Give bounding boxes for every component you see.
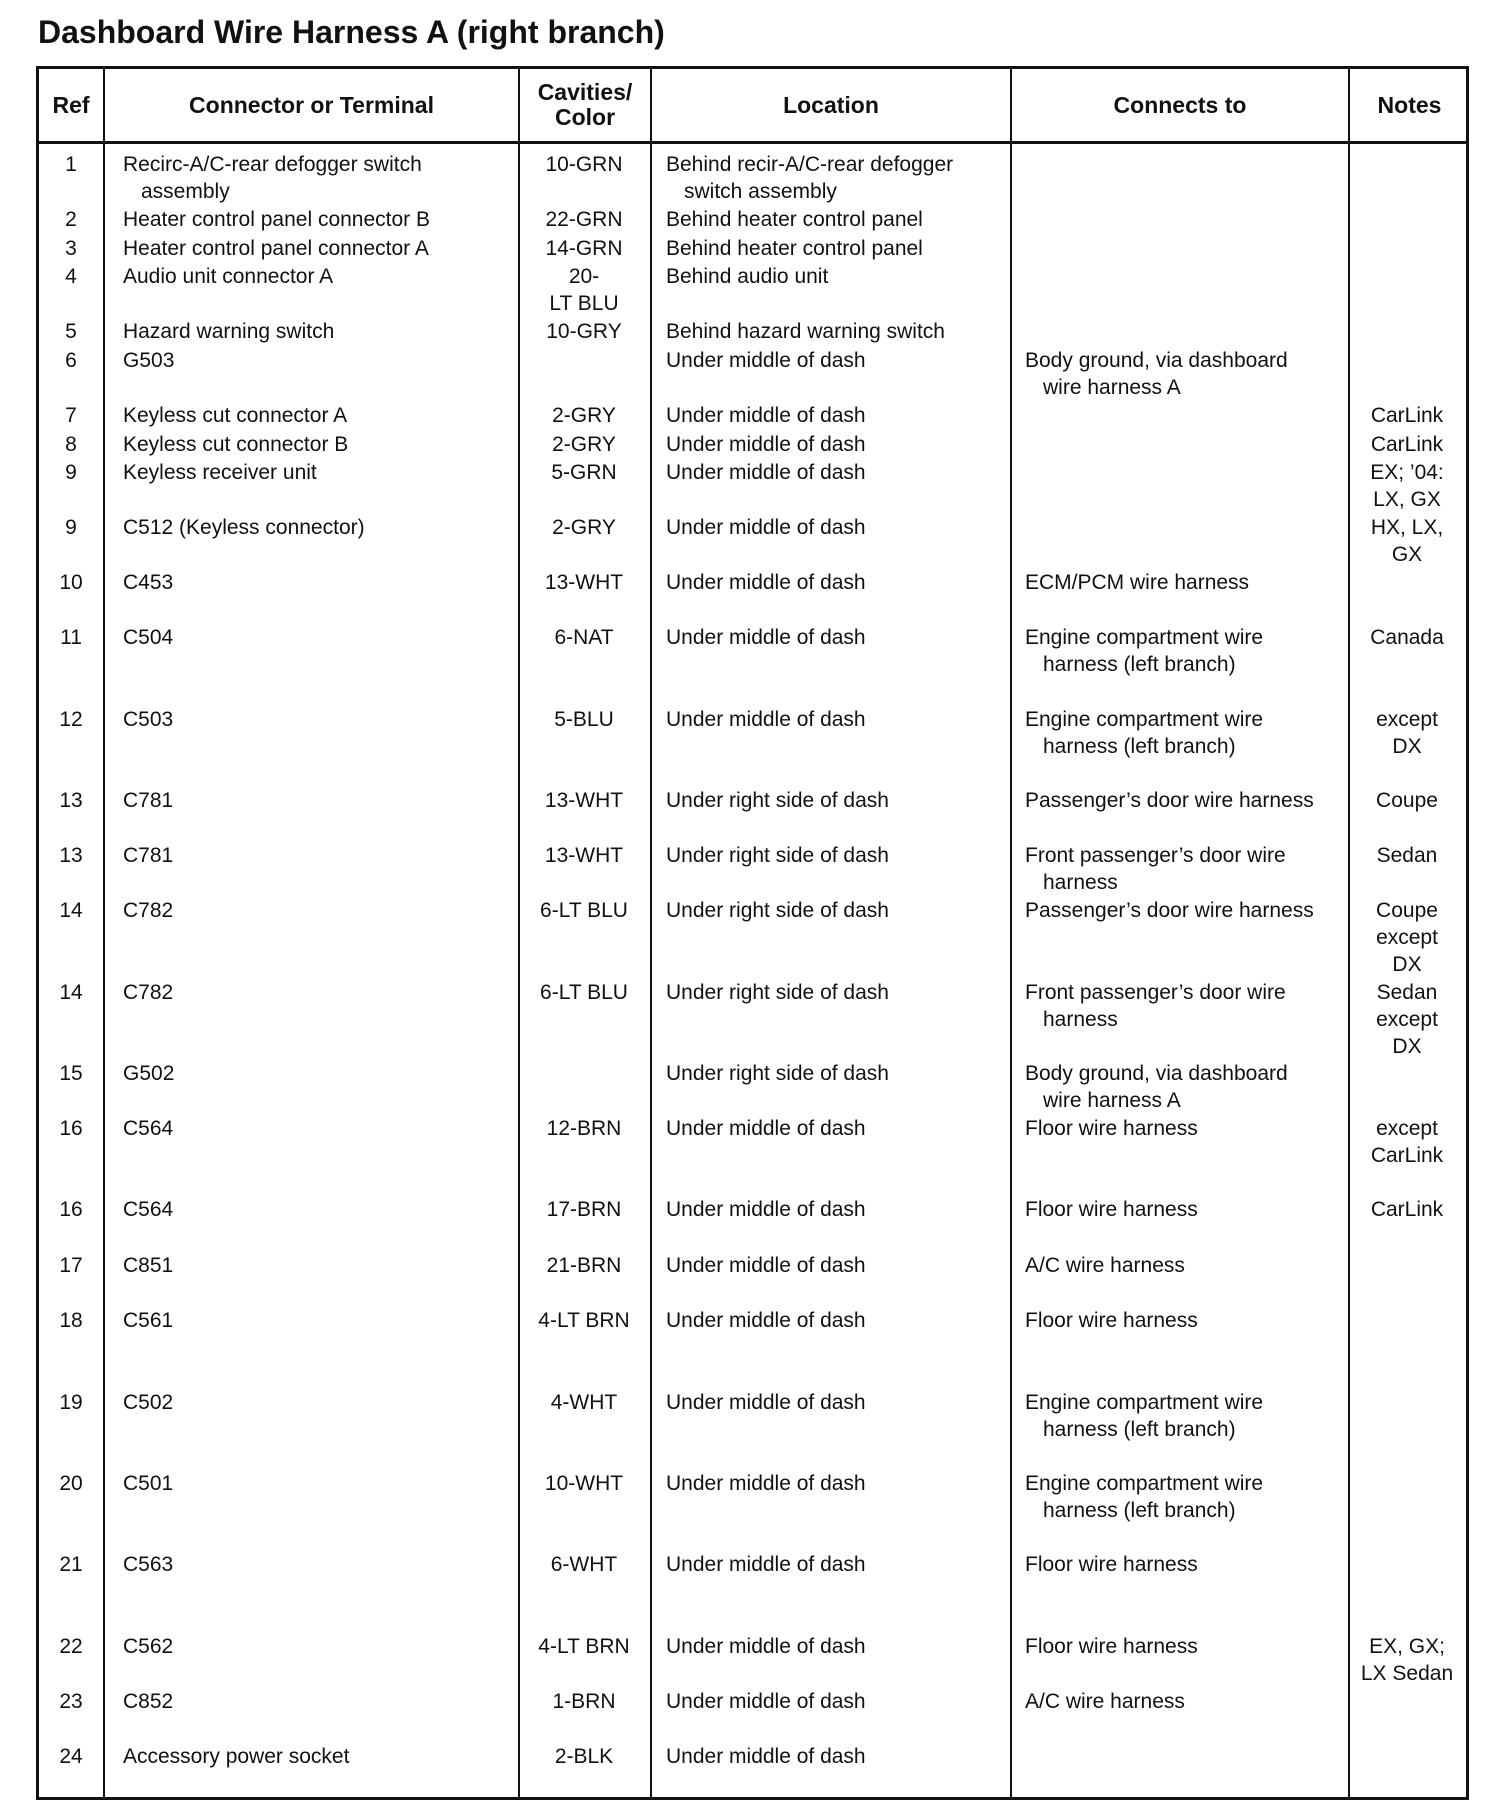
cavities-cell-line: 5-BLU	[554, 708, 614, 731]
ref-cell: 1	[65, 153, 77, 176]
location-cell-line: Behind hazard warning switch	[666, 320, 945, 343]
cavities-cell	[521, 459, 647, 486]
location-cell-line: Under middle of dash	[666, 404, 866, 427]
connector-cell-line: G503	[123, 349, 175, 372]
connector-cell	[123, 979, 518, 1006]
connector-cell	[123, 787, 518, 814]
connector-cell	[123, 842, 518, 869]
notes-cell-line: except	[1376, 1008, 1438, 1031]
ref-cell: 7	[65, 404, 77, 427]
location-cell	[666, 1252, 1016, 1279]
ref-cell: 4	[65, 265, 77, 288]
connects-to-cell	[1025, 1688, 1360, 1715]
connector-cell-line: C781	[123, 789, 174, 812]
cavities-cell	[521, 402, 647, 429]
notes-cell-line: DX	[1392, 735, 1422, 758]
location-cell-line: Under right side of dash	[666, 789, 889, 812]
connector-cell	[123, 1389, 518, 1416]
connector-cell-line: C782	[123, 981, 174, 1004]
ref-cell: 18	[59, 1309, 83, 1332]
connects-to-cell	[1025, 1115, 1360, 1142]
connector-cell	[123, 1115, 518, 1142]
notes-cell-line: GX	[1391, 543, 1423, 566]
cavities-cell	[521, 569, 647, 596]
ref-cell: 9	[65, 461, 77, 484]
location-cell	[666, 431, 1016, 458]
location-cell-line: Under middle of dash	[666, 1254, 866, 1277]
cavities-cell	[521, 151, 647, 178]
connects-to-cell-line: harness (left branch)	[1043, 1418, 1236, 1441]
connects-to-cell-line: Floor wire harness	[1025, 1309, 1198, 1332]
connector-cell-line: Heater control panel connector A	[123, 237, 429, 260]
connects-to-cell-line: Engine compartment wire	[1025, 626, 1264, 649]
connects-to-cell	[1025, 1196, 1360, 1223]
connector-cell	[123, 206, 518, 233]
connector-cell	[123, 569, 518, 596]
connector-cell-line: C782	[123, 899, 174, 922]
connects-to-cell-line: Passenger’s door wire harness	[1025, 899, 1314, 922]
location-cell-line: Behind audio unit	[666, 265, 829, 288]
location-cell	[666, 1115, 1016, 1142]
connects-to-cell-line: Floor wire harness	[1025, 1635, 1198, 1658]
connector-cell	[123, 514, 518, 541]
header-cavities-line1: Cavities/	[537, 79, 633, 105]
location-cell-line: Under middle of dash	[666, 1391, 866, 1414]
location-cell-line: Under middle of dash	[666, 708, 866, 731]
notes-cell	[1345, 1196, 1469, 1223]
notes-cell	[1345, 624, 1469, 651]
connector-cell-line: C562	[123, 1635, 174, 1658]
cavities-cell-line: 17-BRN	[546, 1198, 622, 1221]
notes-cell-line: DX	[1392, 953, 1422, 976]
connector-cell-line: C501	[123, 1472, 174, 1495]
ref-cell: 13	[59, 844, 83, 867]
cavities-cell-line: 12-BRN	[546, 1117, 622, 1140]
cavities-cell-line: 4-LT BRN	[538, 1309, 630, 1332]
location-cell	[666, 1551, 1016, 1578]
connector-cell-line: C561	[123, 1309, 174, 1332]
notes-cell-line: Coupe	[1376, 789, 1438, 812]
cavities-cell	[521, 1252, 647, 1279]
connector-cell-line: Audio unit connector A	[123, 265, 334, 288]
connector-cell	[123, 706, 518, 733]
connector-cell-line: C564	[123, 1117, 174, 1140]
column-divider	[650, 69, 652, 1797]
location-cell-line: Under right side of dash	[666, 981, 889, 1004]
connector-cell	[123, 1633, 518, 1660]
cavities-cell	[521, 1115, 647, 1142]
notes-cell-line: CarLink	[1370, 404, 1444, 427]
location-cell-line: Under middle of dash	[666, 571, 866, 594]
header-cavities	[520, 69, 650, 141]
connector-cell-line: G502	[123, 1062, 175, 1085]
location-cell-line: Under middle of dash	[666, 1472, 866, 1495]
notes-cell-line: CarLink	[1370, 1144, 1444, 1167]
location-cell	[666, 318, 1016, 345]
connector-cell-line: C504	[123, 626, 174, 649]
cavities-cell	[521, 624, 647, 651]
connector-cell-line: C781	[123, 844, 174, 867]
notes-cell	[1345, 787, 1469, 814]
connects-to-cell	[1025, 787, 1360, 814]
connector-cell	[123, 1307, 518, 1334]
ref-cell: 2	[65, 208, 77, 231]
connects-to-cell-line: Passenger’s door wire harness	[1025, 789, 1314, 812]
location-cell-line: Under middle of dash	[666, 1117, 866, 1140]
location-cell	[666, 1389, 1016, 1416]
connector-cell-line: C512 (Keyless connector)	[123, 516, 365, 539]
connector-cell-line: assembly	[141, 180, 230, 203]
location-cell-line: Under middle of dash	[666, 461, 866, 484]
location-cell	[666, 569, 1016, 596]
location-cell	[666, 235, 1016, 262]
cavities-cell-line: 13-WHT	[544, 844, 624, 867]
location-cell-line: Behind heater control panel	[666, 208, 923, 231]
location-cell-line: Under middle of dash	[666, 1309, 866, 1332]
connects-to-cell-line: Floor wire harness	[1025, 1553, 1198, 1576]
location-cell-line: Under right side of dash	[666, 1062, 889, 1085]
ref-cell: 15	[59, 1062, 83, 1085]
notes-cell-line: CarLink	[1370, 433, 1444, 456]
cavities-cell	[521, 235, 647, 262]
ref-cell: 21	[59, 1553, 83, 1576]
cavities-cell-line: 5-GRN	[551, 461, 617, 484]
ref-cell: 3	[65, 237, 77, 260]
cavities-cell	[521, 1551, 647, 1578]
notes-cell-line: except	[1376, 1117, 1438, 1140]
location-cell	[666, 514, 1016, 541]
ref-cell: 16	[59, 1117, 83, 1140]
ref-cell: 12	[59, 708, 83, 731]
column-divider	[518, 69, 520, 1797]
cavities-cell	[521, 706, 647, 733]
connects-to-cell-line: Floor wire harness	[1025, 1117, 1198, 1140]
connector-cell	[123, 347, 518, 374]
column-divider	[103, 69, 105, 1797]
cavities-cell	[521, 1307, 647, 1334]
ref-cell: 22	[59, 1635, 83, 1658]
connects-to-cell-line: harness	[1043, 1008, 1118, 1031]
connects-to-cell	[1025, 1307, 1360, 1334]
cavities-cell-line: 21-BRN	[546, 1254, 622, 1277]
header-connects-to: Connects to	[1113, 91, 1247, 118]
cavities-cell	[521, 318, 647, 345]
location-cell	[666, 1743, 1016, 1770]
connector-cell	[123, 624, 518, 651]
location-cell-line: switch assembly	[684, 180, 837, 203]
connector-cell	[123, 1743, 518, 1770]
location-cell-line: Under middle of dash	[666, 516, 866, 539]
connector-cell	[123, 151, 518, 205]
cavities-cell-line: 6-WHT	[550, 1553, 618, 1576]
connects-to-cell-line: A/C wire harness	[1025, 1690, 1185, 1713]
connects-to-cell	[1025, 1633, 1360, 1660]
location-cell-line: Under middle of dash	[666, 433, 866, 456]
notes-cell	[1345, 897, 1469, 978]
cavities-cell-line: 2-GRY	[552, 404, 616, 427]
connector-cell	[123, 402, 518, 429]
location-cell	[666, 1060, 1016, 1087]
location-cell	[666, 842, 1016, 869]
cavities-cell-line: 13-WHT	[544, 571, 624, 594]
connects-to-cell	[1025, 979, 1360, 1033]
connects-to-cell-line: harness (left branch)	[1043, 653, 1236, 676]
notes-cell	[1345, 842, 1469, 869]
cavities-cell-line: 10-WHT	[544, 1472, 624, 1495]
ref-cell: 24	[59, 1745, 83, 1768]
cavities-cell	[521, 842, 647, 869]
location-cell-line: Under middle of dash	[666, 1690, 866, 1713]
connector-cell	[123, 1551, 518, 1578]
location-cell	[666, 787, 1016, 814]
location-cell	[666, 347, 1016, 374]
connects-to-cell	[1025, 569, 1360, 596]
connects-to-cell-line: harness (left branch)	[1043, 1499, 1236, 1522]
location-cell	[666, 1307, 1016, 1334]
connects-to-cell	[1025, 1470, 1360, 1524]
notes-cell-line: Coupe	[1376, 899, 1438, 922]
notes-cell-line: except	[1376, 926, 1438, 949]
notes-cell	[1345, 402, 1469, 429]
connects-to-cell-line: Engine compartment wire	[1025, 1391, 1264, 1414]
connects-to-cell	[1025, 347, 1360, 401]
connector-cell	[123, 1252, 518, 1279]
connects-to-cell-line: Floor wire harness	[1025, 1198, 1198, 1221]
connector-cell-line: Keyless receiver unit	[123, 461, 317, 484]
notes-cell	[1345, 459, 1469, 513]
ref-cell: 5	[65, 320, 77, 343]
notes-cell-line: Sedan	[1376, 981, 1438, 1004]
ref-cell: 11	[60, 626, 82, 649]
cavities-cell-line: 6-LT BLU	[540, 981, 628, 1004]
cavities-cell-line: 1-BRN	[552, 1690, 616, 1713]
connects-to-cell	[1025, 706, 1360, 760]
cavities-cell	[521, 979, 647, 1006]
harness-table	[36, 66, 1469, 1800]
connector-cell-line: C453	[123, 571, 174, 594]
cavities-cell	[521, 897, 647, 924]
connects-to-cell-line: wire harness A	[1043, 1089, 1181, 1112]
location-cell-line: Behind recir-A/C-rear defogger	[666, 153, 954, 176]
connector-cell	[123, 263, 518, 290]
notes-cell-line: EX; ’04:	[1370, 461, 1444, 484]
notes-cell-line: EX, GX;	[1369, 1635, 1445, 1658]
notes-cell	[1345, 431, 1469, 458]
location-cell	[666, 402, 1016, 429]
connector-cell	[123, 897, 518, 924]
cavities-cell	[521, 1470, 647, 1497]
connects-to-cell	[1025, 1060, 1360, 1114]
notes-cell-line: DX	[1392, 1035, 1422, 1058]
location-cell-line: Under middle of dash	[666, 626, 866, 649]
connects-to-cell-line: Engine compartment wire	[1025, 1472, 1264, 1495]
location-cell	[666, 979, 1016, 1006]
connector-cell-line: Keyless cut connector B	[123, 433, 349, 456]
location-cell	[666, 1688, 1016, 1715]
ref-cell: 16	[59, 1198, 83, 1221]
connector-cell	[123, 459, 518, 486]
connector-cell-line: C851	[123, 1254, 174, 1277]
ref-cell: 13	[59, 789, 83, 812]
cavities-cell-line: 10-GRY	[546, 320, 622, 343]
connector-cell	[123, 1060, 518, 1087]
header-ref: Ref	[52, 91, 90, 118]
connects-to-cell-line: A/C wire harness	[1025, 1254, 1185, 1277]
connector-cell	[123, 235, 518, 262]
connector-cell-line: C852	[123, 1690, 174, 1713]
location-cell-line: Behind heater control panel	[666, 237, 923, 260]
header-location: Location	[783, 91, 879, 118]
ref-cell: 23	[59, 1690, 83, 1713]
ref-cell: 19	[59, 1391, 83, 1414]
cavities-cell-line: 6-LT BLU	[540, 899, 628, 922]
cavities-cell-line: 13-WHT	[544, 789, 624, 812]
location-cell	[666, 151, 1016, 205]
location-cell	[666, 897, 1016, 924]
connects-to-cell	[1025, 1551, 1360, 1578]
header-connector: Connector or Terminal	[189, 91, 434, 118]
connector-cell	[123, 431, 518, 458]
connects-to-cell	[1025, 842, 1360, 896]
connects-to-cell-line: Front passenger’s door wire	[1025, 844, 1286, 867]
cavities-cell	[521, 1633, 647, 1660]
location-cell-line: Under right side of dash	[666, 844, 889, 867]
cavities-cell-line: 22-GRN	[545, 208, 623, 231]
location-cell-line: Under middle of dash	[666, 349, 866, 372]
cavities-cell	[521, 431, 647, 458]
location-cell	[666, 206, 1016, 233]
location-cell	[666, 1470, 1016, 1497]
connects-to-cell-line: ECM/PCM wire harness	[1025, 571, 1250, 594]
location-cell	[666, 1196, 1016, 1223]
connector-cell-line: C503	[123, 708, 174, 731]
location-cell-line: Under middle of dash	[666, 1635, 866, 1658]
notes-cell-line: CarLink	[1370, 1198, 1444, 1221]
ref-cell: 6	[65, 349, 77, 372]
notes-cell	[1345, 706, 1469, 760]
connector-cell-line: Accessory power socket	[123, 1745, 350, 1768]
ref-cell: 14	[59, 981, 83, 1004]
connects-to-cell-line: Body ground, via dashboard	[1025, 349, 1288, 372]
connector-cell-line: Recirc-A/C-rear defogger switch	[123, 153, 422, 176]
cavities-cell	[521, 1389, 647, 1416]
connects-to-cell	[1025, 1389, 1360, 1443]
ref-cell: 9	[65, 516, 77, 539]
cavities-cell	[521, 1196, 647, 1223]
connector-cell-line: Hazard warning switch	[123, 320, 335, 343]
cavities-cell-line: 2-GRY	[552, 516, 616, 539]
connector-cell	[123, 1688, 518, 1715]
connects-to-cell-line: harness	[1043, 871, 1118, 894]
location-cell	[666, 706, 1016, 733]
notes-cell-line: LX Sedan	[1360, 1662, 1454, 1685]
connector-cell-line: Keyless cut connector A	[123, 404, 348, 427]
ref-cell: 8	[65, 433, 77, 456]
connector-cell	[123, 1196, 518, 1223]
ref-cell: 20	[59, 1472, 83, 1495]
cavities-cell	[521, 1688, 647, 1715]
location-cell-line: Under middle of dash	[666, 1198, 866, 1221]
ref-cell: 10	[59, 571, 83, 594]
ref-cell: 14	[59, 899, 83, 922]
cavities-cell-line: 20-	[568, 265, 600, 288]
location-cell-line: Under right side of dash	[666, 899, 889, 922]
connector-cell-line: Heater control panel connector B	[123, 208, 431, 231]
cavities-cell	[521, 263, 647, 317]
cavities-cell-line: 4-WHT	[550, 1391, 618, 1414]
cavities-cell	[521, 514, 647, 541]
location-cell	[666, 263, 1016, 290]
header-cavities-line2: Color	[554, 104, 616, 130]
connects-to-cell	[1025, 1252, 1360, 1279]
page-title: Dashboard Wire Harness A (right branch)	[38, 14, 665, 50]
notes-cell-line: except	[1376, 708, 1438, 731]
connects-to-cell-line: harness (left branch)	[1043, 735, 1236, 758]
location-cell-line: Under middle of dash	[666, 1745, 866, 1768]
notes-cell	[1345, 1633, 1469, 1687]
cavities-cell-line: 2-BLK	[554, 1745, 614, 1768]
connects-to-cell-line: Engine compartment wire	[1025, 708, 1264, 731]
ref-cell: 17	[59, 1254, 83, 1277]
connector-cell-line: C502	[123, 1391, 174, 1414]
notes-cell-line: HX, LX,	[1370, 516, 1444, 539]
connects-to-cell-line: Front passenger’s door wire	[1025, 981, 1286, 1004]
location-cell	[666, 459, 1016, 486]
connects-to-cell	[1025, 624, 1360, 678]
cavities-cell-line: 10-GRN	[545, 153, 623, 176]
notes-cell-line: Canada	[1370, 626, 1444, 649]
notes-cell-line: LX, GX	[1373, 488, 1441, 511]
header-divider	[39, 141, 1466, 144]
cavities-cell	[521, 206, 647, 233]
connector-cell	[123, 318, 518, 345]
notes-cell	[1345, 979, 1469, 1060]
location-cell	[666, 624, 1016, 651]
cavities-cell-line: 14-GRN	[545, 237, 623, 260]
notes-cell	[1345, 1115, 1469, 1169]
connects-to-cell	[1025, 897, 1360, 924]
connector-cell	[123, 1470, 518, 1497]
connector-cell-line: C564	[123, 1198, 174, 1221]
cavities-cell-line: 2-GRY	[552, 433, 616, 456]
header-notes: Notes	[1377, 91, 1442, 118]
location-cell	[666, 1633, 1016, 1660]
cavities-cell-line: 4-LT BRN	[538, 1635, 630, 1658]
location-cell-line: Under middle of dash	[666, 1553, 866, 1576]
cavities-cell	[521, 787, 647, 814]
cavities-cell	[521, 1743, 647, 1770]
notes-cell-line: Sedan	[1376, 844, 1438, 867]
connects-to-cell-line: wire harness A	[1043, 376, 1181, 399]
cavities-cell-line: 6-NAT	[554, 626, 614, 649]
connects-to-cell-line: Body ground, via dashboard	[1025, 1062, 1288, 1085]
notes-cell	[1345, 514, 1469, 568]
connector-cell-line: C563	[123, 1553, 174, 1576]
cavities-cell-line: LT BLU	[549, 292, 619, 315]
